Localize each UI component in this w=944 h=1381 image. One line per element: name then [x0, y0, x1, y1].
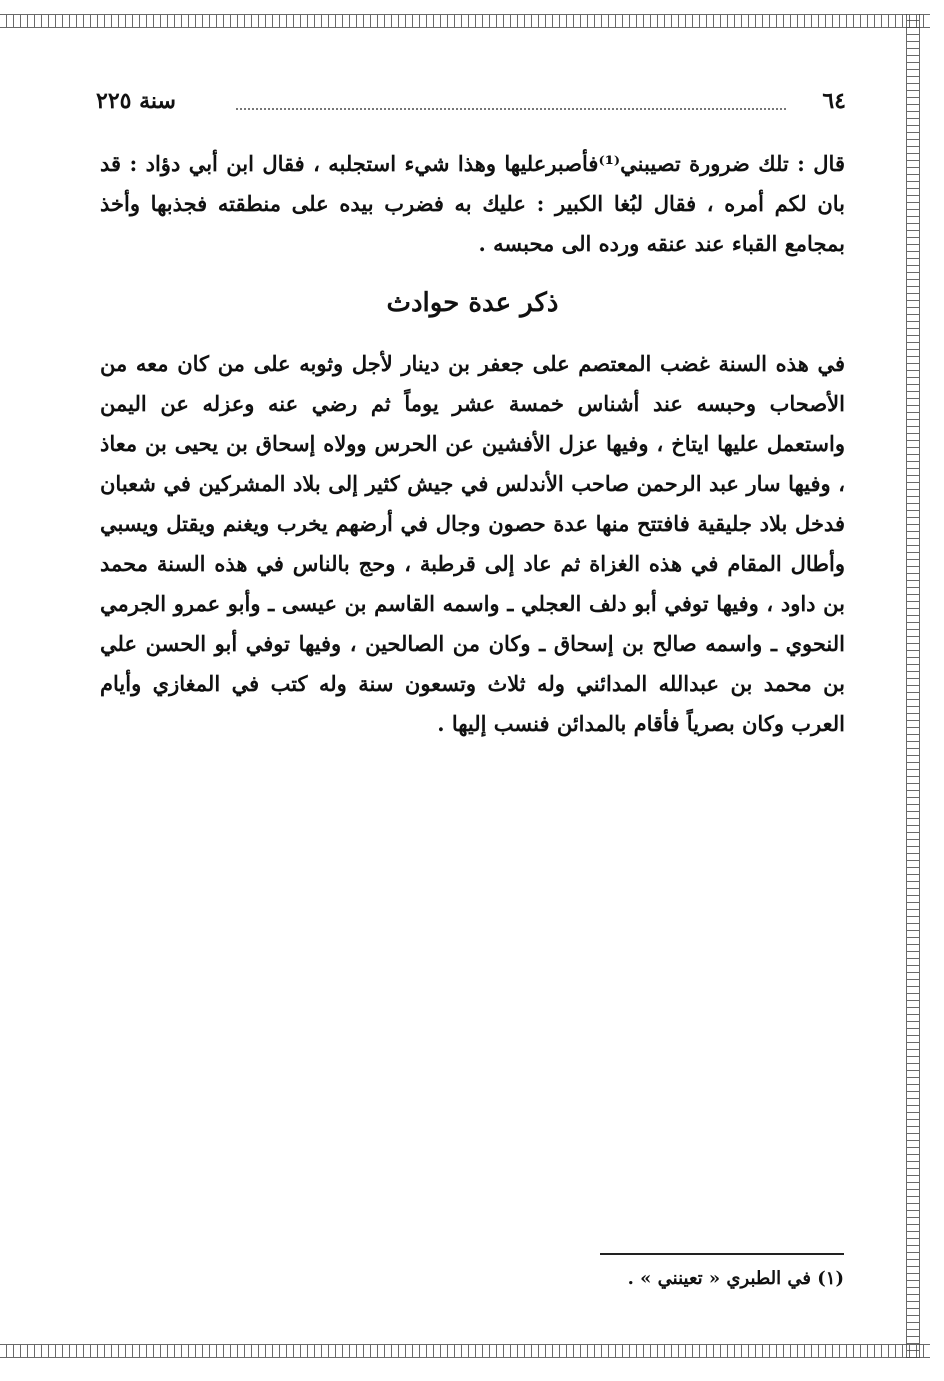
header-dotted-rule [236, 108, 786, 110]
footnote-separator [600, 1253, 844, 1255]
footnote: (١) في الطبري « تعينني » . [627, 1268, 844, 1289]
ornamental-border-top [0, 14, 930, 28]
ornamental-border-bottom [0, 1344, 930, 1358]
section-title: ذكر عدة حوادث [386, 288, 559, 318]
year-label: سنة ٢٢٥ [96, 88, 176, 114]
intro-paragraph: قال : تلك ضرورة تصيبني⁽¹⁾فأصبرعليها وهذا شيء استجلبه ، فقال ابن أبي دؤاد : قد بان لكم أمره ، فقال لبُغا الكبير : عليك به فضرب بيده على منطقته فجذبها وأخذ بمجامع القباء عند عنقه ورده الى محبسه . [100, 151, 845, 256]
page-header [96, 88, 846, 122]
body-paragraph: في هذه السنة غضب المعتصم على جعفر بن دينار لأجل وثوبه على من كان معه من الأصحاب وحبسه عند أشناس خمسة عشر يوماً ثم رضي عنه وعزله عن اليمن واستعمل عليها ايتاخ ، وفيها عزل الأفشين عن الحرس وولاه إسحاق بن يحيى بن معاذ ، وفيها سار عبد الرحمن صاحب الأندلس في جيش كثير إلى بلاد المشركين في شعبان فدخل بلاد جليقية فافتتح منها عدة حصون وجال في أرضهم يخرب ويغنم ويقتل ويسبي وأطال المقام في هذه الغزاة ثم عاد إلى قرطبة ، وحج بالناس في هذه السنة محمد بن داود ، وفيها توفي أبو دلف العجلي ـ واسمه القاسم بن عيسى ـ وأبو عمرو الجرمي النحوي ـ واسمه صالح بن إسحاق ـ وكان من الصالحين ، وفيها توفي أبو الحسن علي بن محمد بن عبدالله المدائني وله ثلاث وتسعون سنة وله كتب في المغازي وأيام العرب وكان بصرياً فأقام بالمدائن فنسب إليها . [100, 351, 845, 736]
ornamental-border-right [906, 14, 920, 1358]
page-number: ٦٤ [822, 88, 846, 114]
